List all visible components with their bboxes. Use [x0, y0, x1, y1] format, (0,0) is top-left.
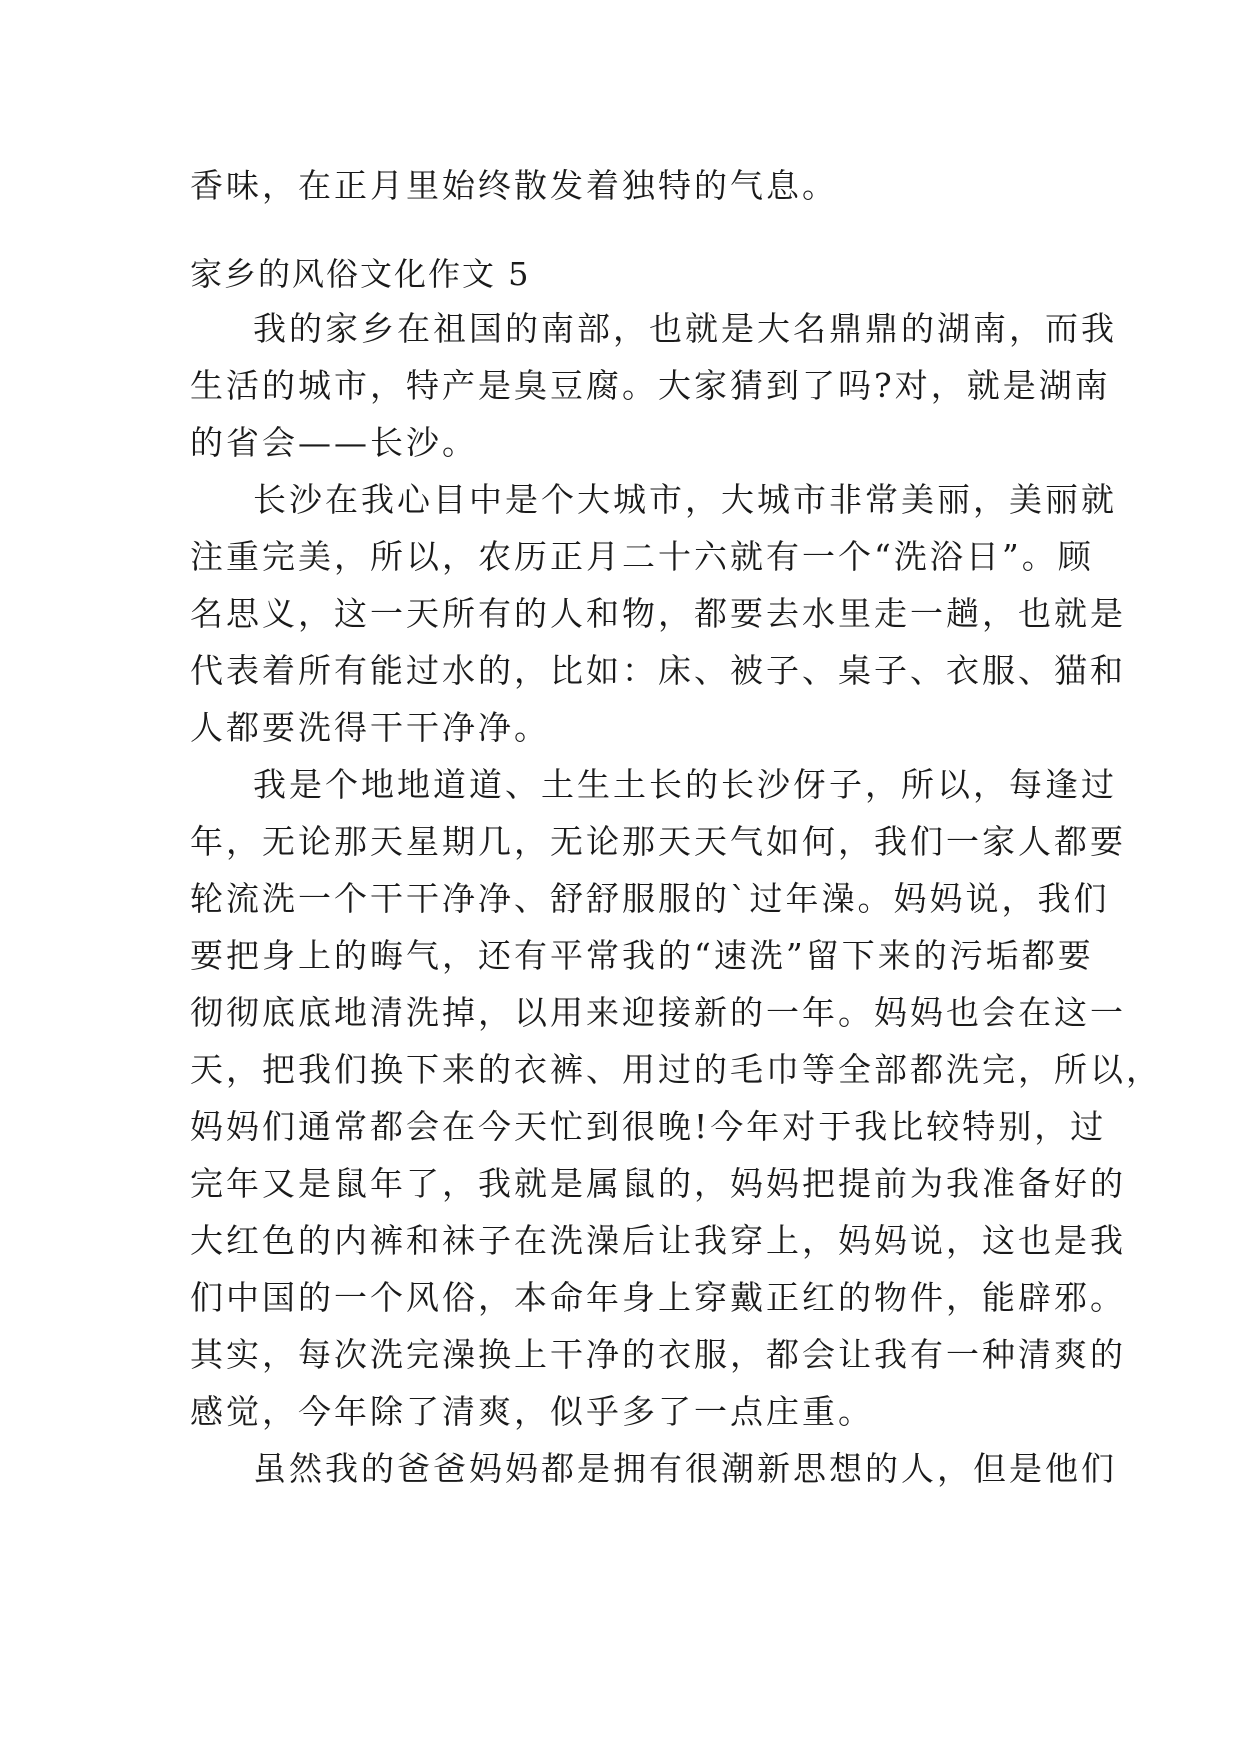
paragraph-line: 天，把我们换下来的衣裤、用过的毛巾等全部都洗完，所以， — [190, 1050, 1162, 1089]
paragraph-line: 我的家乡在祖国的南部，也就是大名鼎鼎的湖南，而我 — [253, 309, 1117, 348]
paragraph-line: 感觉，今年除了清爽，似乎多了一点庄重。 — [190, 1392, 874, 1431]
section-heading: 家乡的风俗文化作文 5 — [190, 255, 531, 293]
paragraph-line: 生活的城市，特产是臭豆腐。大家猜到了吗?对，就是湖南 — [190, 366, 1111, 405]
paragraph-line: 要把身上的晦气，还有平常我的“速洗”留下来的污垢都要 — [190, 936, 1094, 975]
paragraph-line: 妈妈们通常都会在今天忙到很晚!今年对于我比较特别，过 — [190, 1107, 1107, 1146]
paragraph-line: 轮流洗一个干干净净、舒舒服服的`过年澡。妈妈说，我们 — [190, 879, 1110, 918]
paragraph-line: 长沙在我心目中是个大城市，大城市非常美丽，美丽就 — [253, 480, 1117, 519]
paragraph-line: 完年又是鼠年了，我就是属鼠的，妈妈把提前为我准备好的 — [190, 1164, 1126, 1203]
paragraph-line: 虽然我的爸爸妈妈都是拥有很潮新思想的人，但是他们 — [253, 1449, 1117, 1488]
paragraph-line: 注重完美，所以，农历正月二十六就有一个“洗浴日”。顾 — [190, 537, 1094, 576]
paragraph-line: 年，无论那天星期几，无论那天天气如何，我们一家人都要 — [190, 822, 1126, 861]
paragraph-line: 名思义，这一天所有的人和物，都要去水里走一趟，也就是 — [190, 594, 1126, 633]
paragraph-line: 我是个地地道道、土生土长的长沙伢子，所以，每逢过 — [253, 765, 1117, 804]
paragraph-line: 彻彻底底地清洗掉，以用来迎接新的一年。妈妈也会在这一 — [190, 993, 1126, 1032]
paragraph-line: 人都要洗得干干净净。 — [190, 708, 550, 747]
paragraph-line: 的省会——长沙。 — [190, 423, 478, 462]
paragraph-line: 们中国的一个风俗，本命年身上穿戴正红的物件，能辟邪。 — [190, 1278, 1126, 1317]
paragraph-line: 大红色的内裤和袜子在洗澡后让我穿上，妈妈说，这也是我 — [190, 1221, 1126, 1260]
paragraph-line: 代表着所有能过水的，比如：床、被子、桌子、衣服、猫和 — [190, 651, 1126, 690]
intro-line: 香味，在正月里始终散发着独特的气息。 — [190, 166, 838, 205]
paragraph-line: 其实，每次洗完澡换上干净的衣服，都会让我有一种清爽的 — [190, 1335, 1126, 1374]
